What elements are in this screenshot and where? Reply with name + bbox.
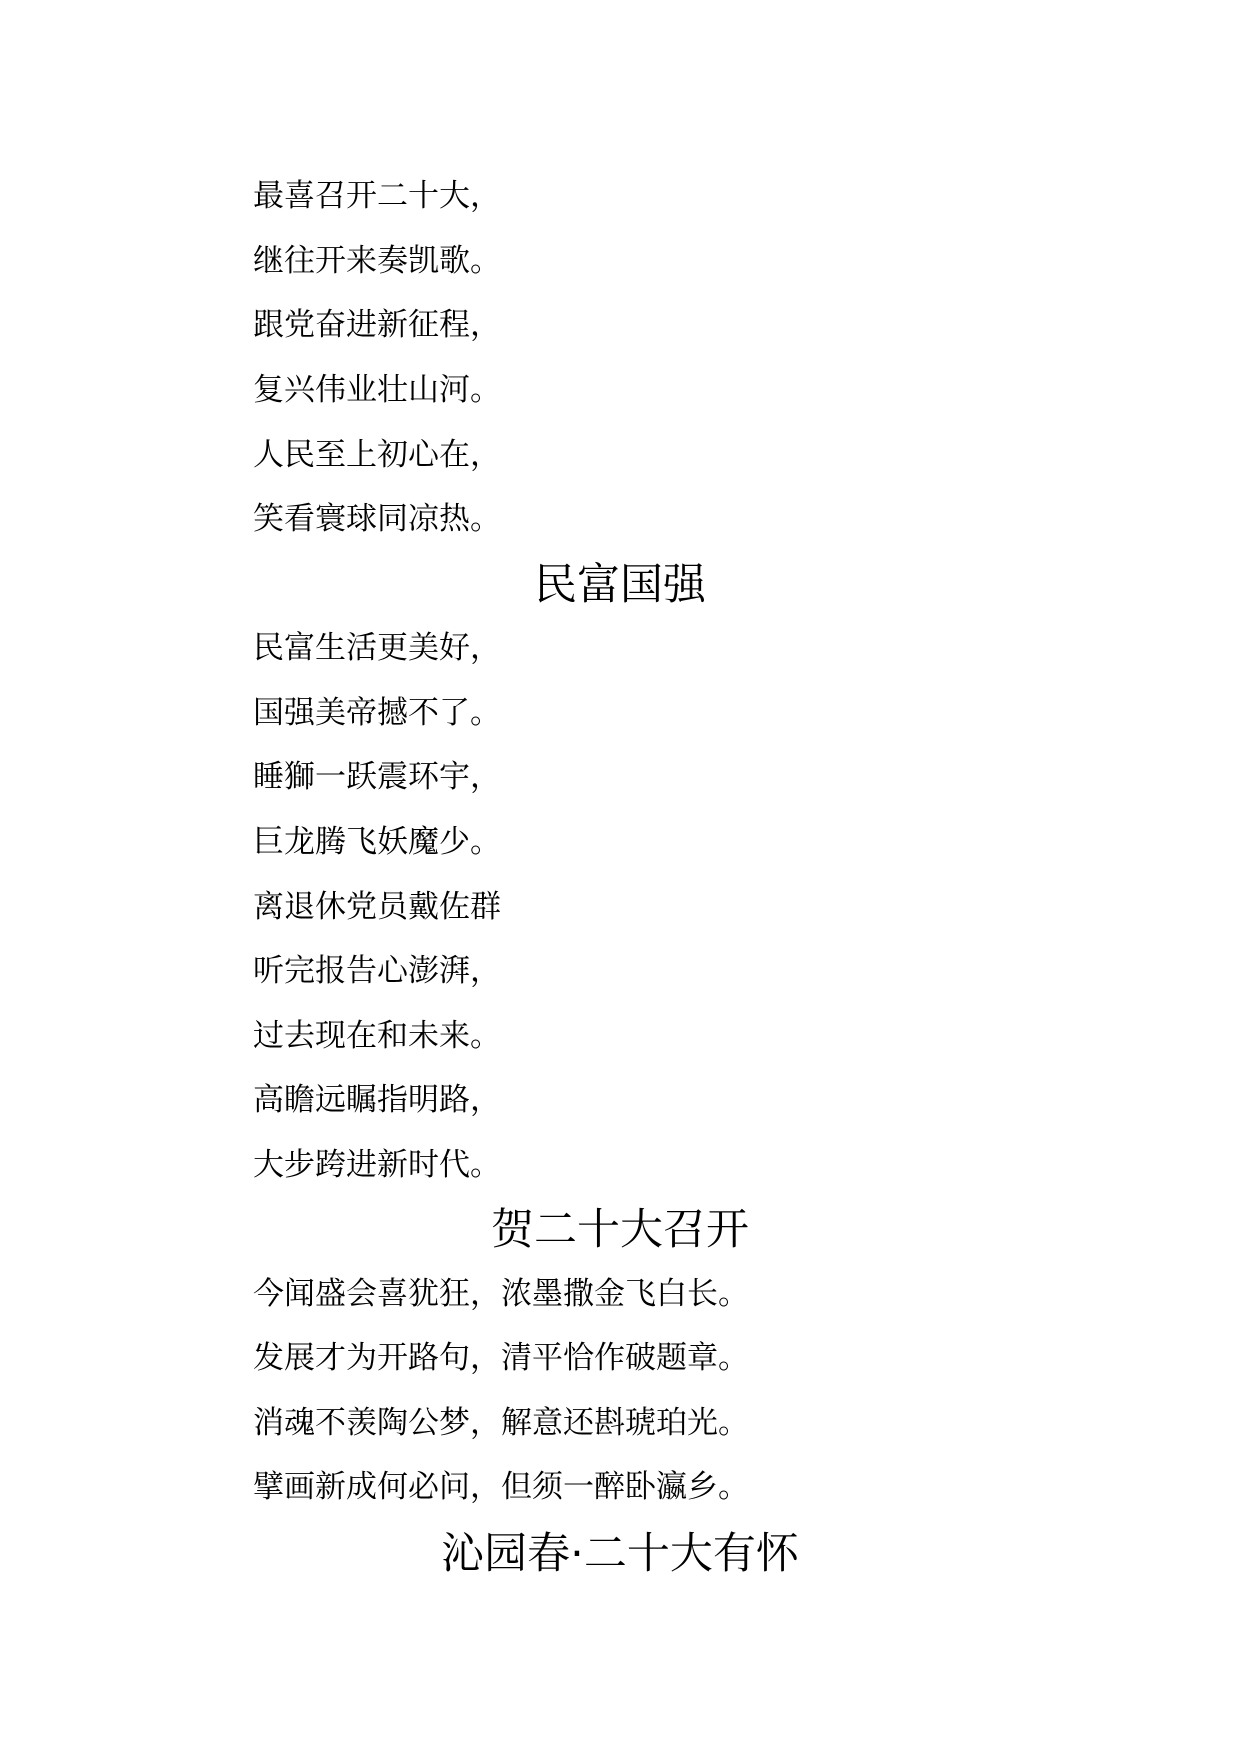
poem-line: 巨龙腾飞妖魔少。 — [253, 824, 501, 860]
poem-title: 民富国强 — [534, 560, 706, 610]
poem-line: 睡獅一跃震环宇， — [253, 759, 501, 795]
poem-line: 国强美帝撼不了。 — [253, 695, 501, 731]
poem-line: 过去现在和未来。 — [253, 1018, 501, 1054]
poem-title: 沁园春·二十大有怀 — [441, 1529, 799, 1579]
poem-line: 消魂不羡陶公梦，解意还斟琥珀光。 — [253, 1405, 749, 1441]
poem-line: 继往开来奏凯歌。 — [253, 243, 501, 279]
poem-line: 高瞻远瞩指明路， — [253, 1082, 501, 1118]
poem-line: 大步跨进新时代。 — [253, 1147, 501, 1183]
poem-line: 听完报告心澎湃， — [253, 953, 501, 989]
poem-title: 贺二十大召开 — [491, 1205, 749, 1255]
poem-line: 民富生活更美好， — [253, 630, 501, 666]
poem-line: 最喜召开二十大， — [253, 178, 501, 214]
poem-line: 跟党奋进新征程， — [253, 307, 501, 343]
poem-line: 复兴伟业壮山河。 — [253, 372, 501, 408]
poem-line: 发展才为开路句，清平恰作破题章。 — [253, 1340, 749, 1376]
poem-line: 笑看寰球同凉热。 — [253, 501, 501, 537]
poem-line: 人民至上初心在， — [253, 437, 501, 473]
poem-line: 今闻盛会喜犹狂，浓墨撒金飞白长。 — [253, 1276, 749, 1312]
poem-author: 离退休党员戴佐群 — [253, 889, 501, 925]
poem-line: 擘画新成何必问，但须一醉卧瀛乡。 — [253, 1469, 749, 1505]
